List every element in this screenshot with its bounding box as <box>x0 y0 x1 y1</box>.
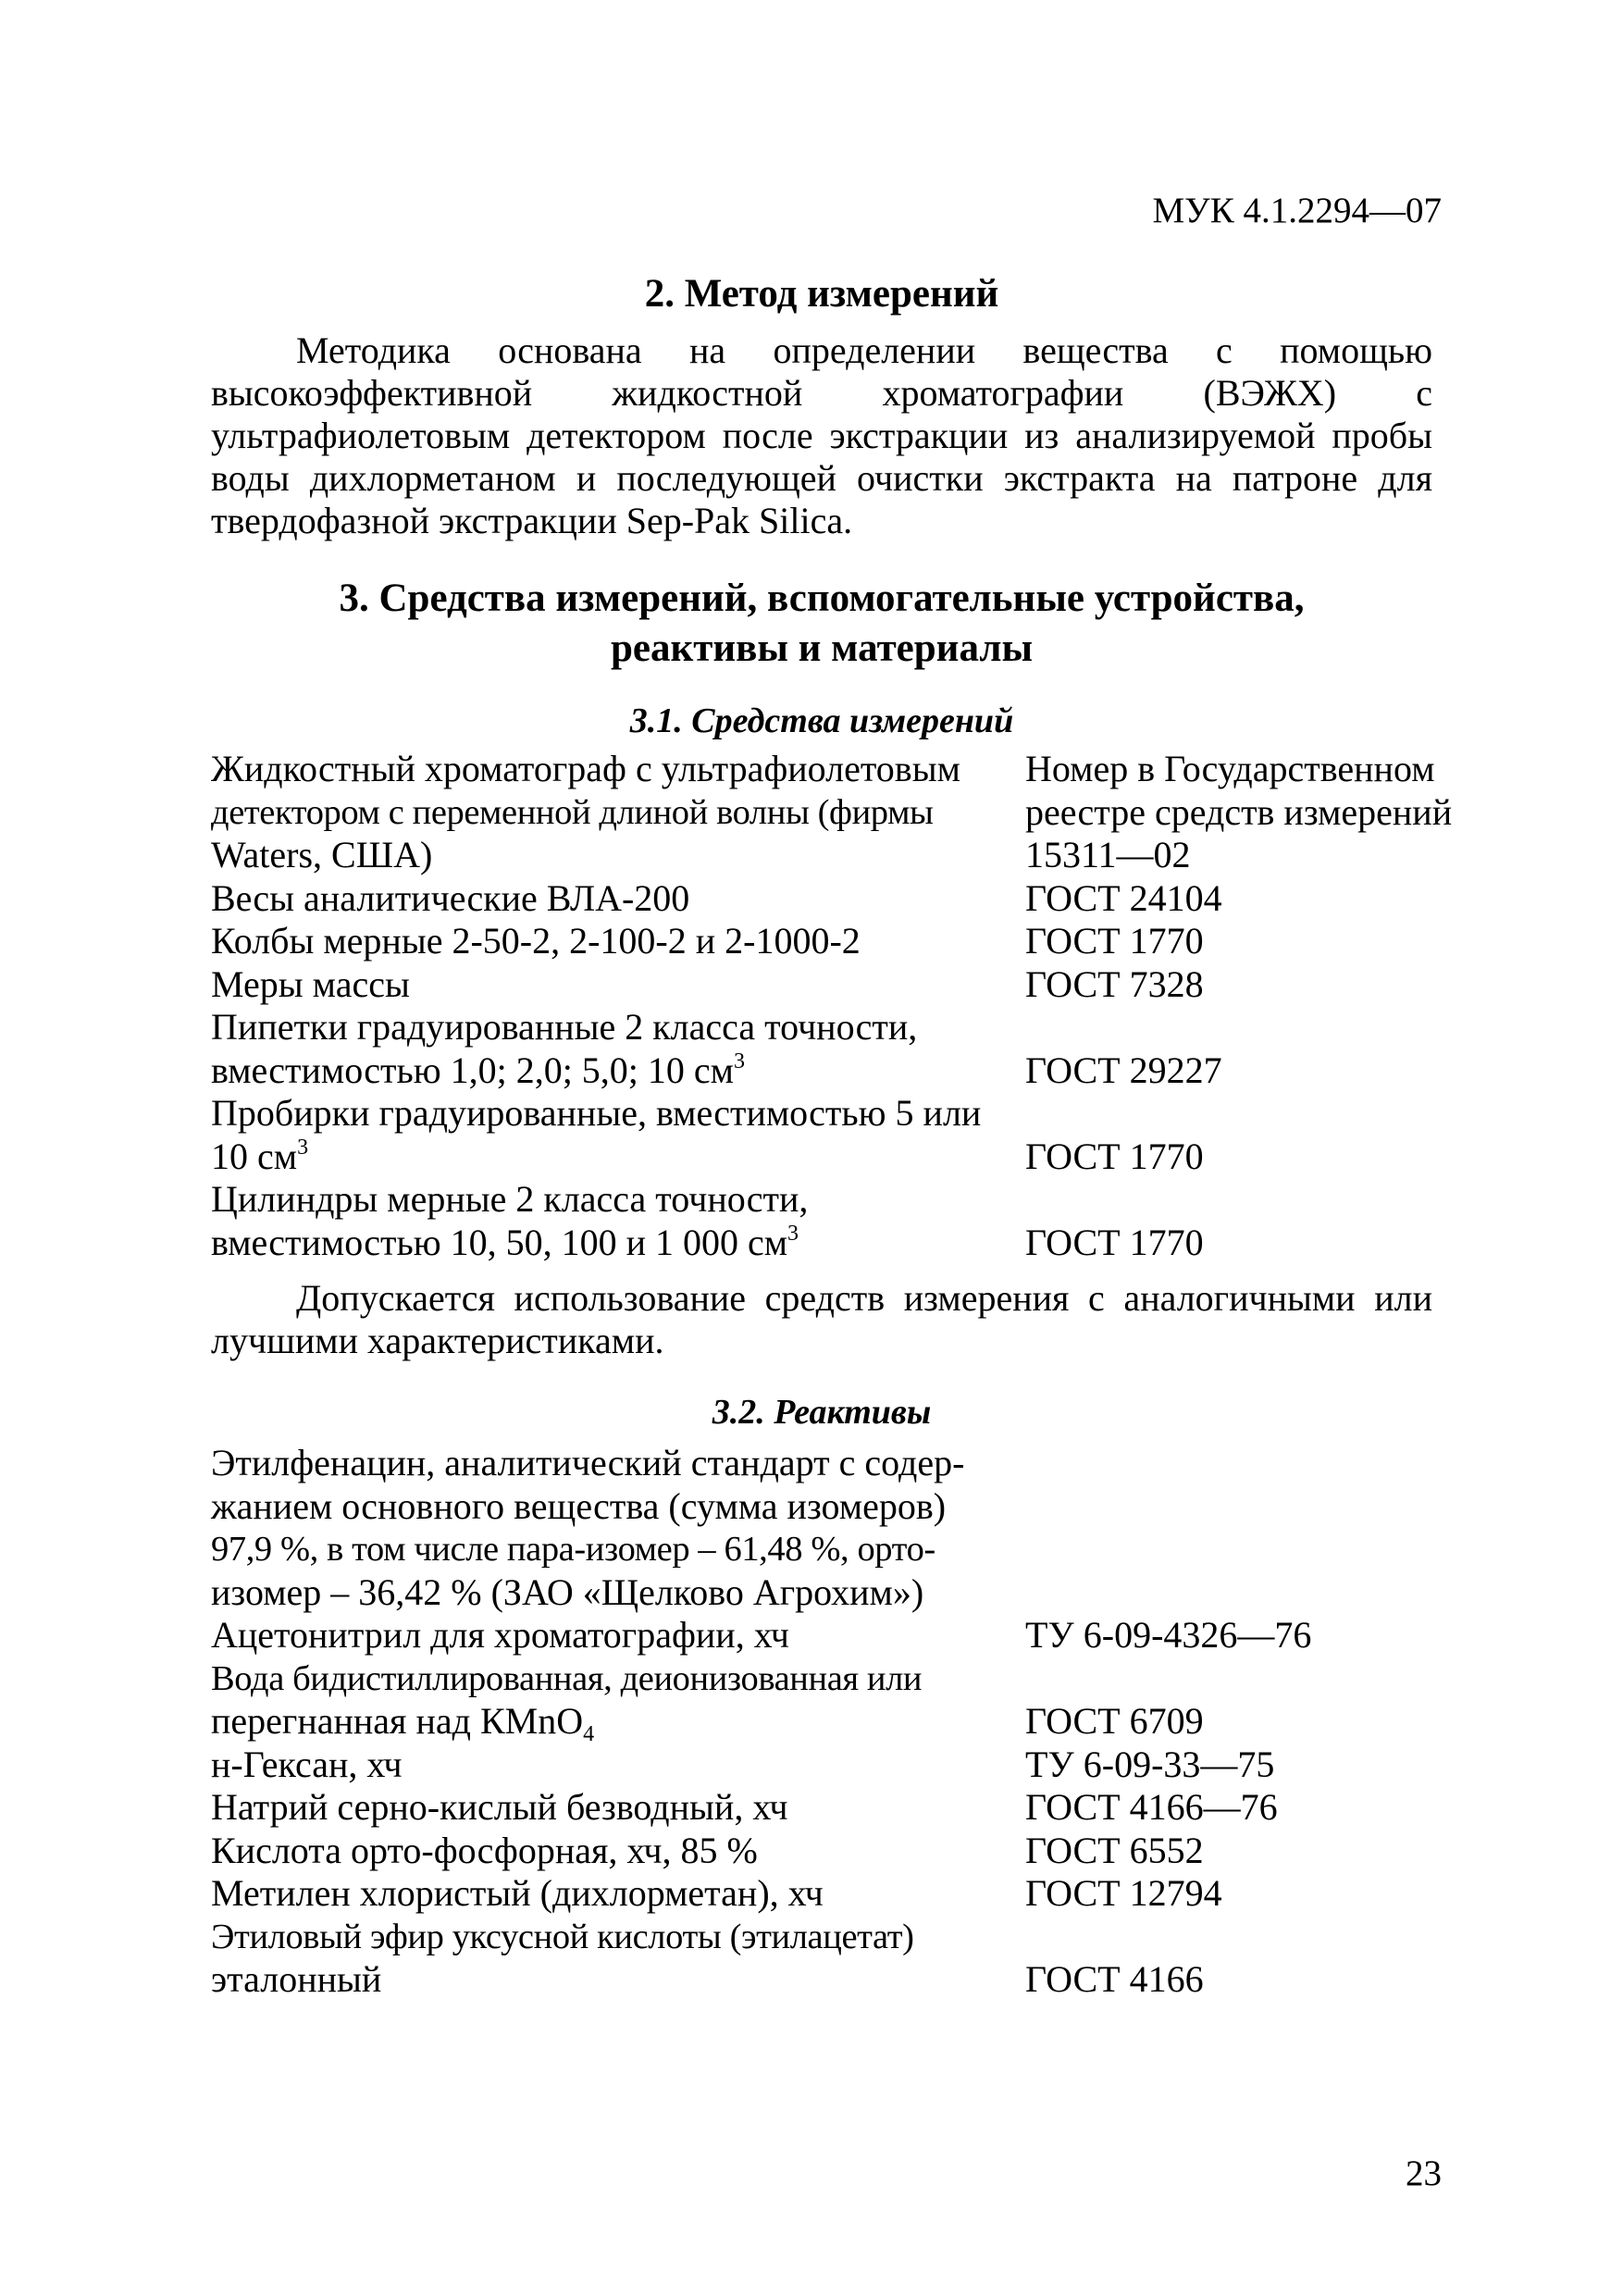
item-name-text: 10 см <box>211 1135 298 1177</box>
section-3-title <box>211 574 1432 674</box>
item-name-line: Вода бидистиллированная, деионизованная или <box>211 1658 923 1698</box>
list-item <box>211 963 1469 1007</box>
item-name-text: вместимостью 1,0; 2,0; 5,0; 10 см <box>211 1049 734 1091</box>
list-item <box>211 1178 1469 1264</box>
list-item <box>211 1442 1469 1614</box>
item-name <box>211 1657 1025 1744</box>
list-item <box>211 1657 1469 1744</box>
item-name: Колбы мерные 2-50-2, 2-100-2 и 2-1000-2 <box>211 920 861 962</box>
section-3-title-line-1: 3. Средства измерений, вспомогательные устройства, <box>339 577 1305 620</box>
list-item <box>211 1830 1469 1873</box>
list-item <box>211 748 1469 877</box>
list-item <box>211 1786 1469 1830</box>
unit-superscript: 3 <box>297 1135 309 1160</box>
item-name-line: Waters, США) <box>211 834 433 875</box>
formula-subscript: 4 <box>583 1722 595 1746</box>
item-name-line: детектором с переменной длиной волны (фирмы <box>211 792 934 832</box>
item-reference <box>1025 748 1469 877</box>
item-name-line: изомер – 36,42 % (ЗАО «Щелково Агрохим») <box>211 1570 924 1613</box>
item-reference: ГОСТ 29227 <box>1025 1049 1222 1091</box>
item-name-line <box>211 1049 1025 1093</box>
item-reference: ГОСТ 6709 <box>1025 1700 1204 1742</box>
document-page <box>211 157 1453 2240</box>
item-name <box>211 1916 1025 2002</box>
item-name-line: жанием основного вещества (сумма изомеров) <box>211 1484 947 1527</box>
item-name: н-Гексан, хч <box>211 1743 403 1785</box>
item-name-line: Этилфенацин, аналитический стандарт с содер- <box>211 1442 965 1483</box>
item-name-line: Этиловый эфир уксусной кислоты (этилацетат) <box>211 1917 914 1956</box>
item-name <box>211 1092 1025 1178</box>
list-item <box>211 1916 1469 2002</box>
item-name-line <box>211 1700 1025 1744</box>
method-description: Методика основана на определении вещества с помощью высокоэффективной жидкостной хроматографии (ВЭЖХ) с ультрафиолетовым детектором после экстракции из анализируемой пробы воды дихлорметаном и последующей очистки экстракта на патроне для твердофазной экстракции Sep-Pak Silica. <box>211 329 1432 541</box>
unit-superscript: 3 <box>733 1049 745 1074</box>
list-item <box>211 1092 1469 1178</box>
reagents-list <box>211 1442 1469 2002</box>
page-number: 23 <box>1406 2153 1442 2193</box>
item-name: Весы аналитические ВЛА-200 <box>211 876 690 919</box>
item-reference: ГОСТ 1770 <box>1025 920 1204 962</box>
instruments-list <box>211 748 1469 1264</box>
section-2-title: 2. Метод измерений <box>644 272 999 316</box>
item-reference: ГОСТ 4166 <box>1025 1958 1204 2000</box>
item-name: Ацетонитрил для хроматографии, хч <box>211 1614 789 1656</box>
item-reference: ГОСТ 12794 <box>1025 1872 1222 1914</box>
item-reference: ТУ 6-09-33—75 <box>1025 1743 1275 1785</box>
unit-superscript: 3 <box>787 1221 799 1246</box>
item-reference-line: 15311—02 <box>1025 834 1191 875</box>
list-item <box>211 920 1469 963</box>
item-reference-line: Номер в Государственном <box>1025 748 1435 789</box>
item-name <box>211 1006 1025 1092</box>
item-name-line: Пробирки градуированные, вместимостью 5 или <box>211 1092 982 1134</box>
item-name-line: 97,9 %, в том числе пара-изомер – 61,48 %, орто- <box>211 1530 935 1569</box>
item-name-line: Жидкостный хроматограф с ультрафиолетовым <box>211 748 960 789</box>
item-name <box>211 748 1025 877</box>
item-reference: ГОСТ 7328 <box>1025 962 1204 1005</box>
list-item <box>211 1614 1469 1657</box>
item-name-line: Цилиндры мерные 2 класса точности, <box>211 1178 809 1220</box>
list-item <box>211 877 1469 921</box>
item-reference-line: реестре средств измерений <box>1025 790 1453 833</box>
item-name: Меры массы <box>211 962 410 1005</box>
subsection-3-2-title: 3.2. Реактивы <box>712 1393 932 1432</box>
list-item <box>211 1744 1469 1787</box>
measuring-instruments-note: Допускается использование средств измерения с аналогичными или лучшими характеристиками. <box>211 1277 1432 1361</box>
item-reference: ГОСТ 1770 <box>1025 1135 1204 1177</box>
list-item <box>211 1006 1469 1092</box>
list-item <box>211 1872 1469 1916</box>
item-name-text: перегнанная над КMnO <box>211 1700 584 1742</box>
item-name-line <box>211 1222 1025 1265</box>
item-name-line: Пипетки градуированные 2 класса точности, <box>211 1006 918 1048</box>
item-reference: ГОСТ 4166—76 <box>1025 1786 1278 1828</box>
item-reference: ГОСТ 1770 <box>1025 1221 1204 1263</box>
section-3-title-line-2: реактивы и материалы <box>610 627 1034 670</box>
item-reference: ТУ 6-09-4326—76 <box>1025 1614 1312 1656</box>
item-name: Кислота орто-фосфорная, хч, 85 % <box>211 1829 758 1871</box>
item-name-line: эталонный <box>211 1958 382 2000</box>
item-name <box>211 1442 1025 1614</box>
item-reference: ГОСТ 24104 <box>1025 876 1222 919</box>
item-name-line <box>211 1136 1025 1179</box>
document-code: МУК 4.1.2294—07 <box>1152 191 1442 230</box>
item-name <box>211 1178 1025 1264</box>
item-name-text: вместимостью 10, 50, 100 и 1 000 см <box>211 1221 788 1263</box>
item-name: Натрий серно-кислый безводный, хч <box>211 1786 788 1828</box>
subsection-3-1-title: 3.1. Средства измерений <box>629 701 1014 740</box>
item-reference: ГОСТ 6552 <box>1025 1829 1204 1871</box>
item-name: Метилен хлористый (дихлорметан), хч <box>211 1872 824 1914</box>
